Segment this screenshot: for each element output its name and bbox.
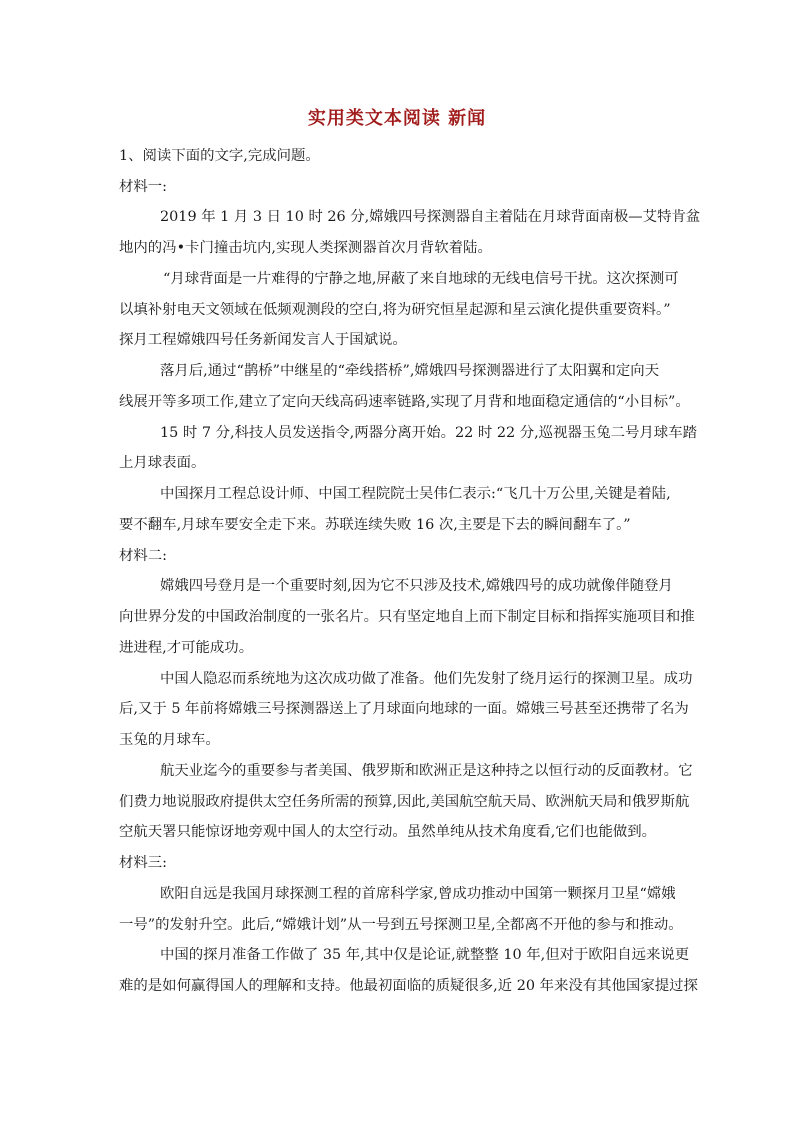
- paragraph-line: 探月工程嫦娥四号任务新闻发言人于国斌说。: [119, 332, 407, 348]
- paragraph-line: 后,又于 5 年前将嫦娥三号探测器送上了月球面向地球的一面。嫦娥三号甚至还携带了名为: [119, 701, 689, 717]
- paragraph-line: 落月后,通过“鹊桥”中继星的“牵线搭桥”,嫦娥四号探测器进行了太阳翼和定向天: [160, 363, 660, 379]
- paragraph-line: 上月球表面。: [119, 455, 206, 471]
- paragraph-line: “月球背面是一片难得的宁静之地,屏蔽了来自地球的无线电信号干扰。这次探测可: [163, 271, 679, 287]
- paragraph-line: 2019 年 1 月 3 日 10 时 26 分,嫦娥四号探测器自主着陆在月球背面南极—艾特肯盆: [160, 209, 701, 225]
- material-1-label: 材料一:: [119, 179, 168, 195]
- paragraph-line: 航天业迄今的重要参与者美国、俄罗斯和欧洲正是这种持之以恒行动的反面教材。它: [160, 763, 693, 779]
- paragraph-line: 们费力地说服政府提供太空任务所需的预算,因此,美国航空航天局、欧洲航天局和俄罗斯航: [119, 794, 690, 810]
- paragraph-line: 以填补射电天文领域在低频观测段的空白,将为研究恒星起源和星云演化提供重要资料。”: [119, 302, 671, 318]
- paragraph-line: 玉兔的月球车。: [119, 732, 220, 748]
- question-intro: 1、阅读下面的文字,完成问题。: [119, 148, 320, 164]
- paragraph-line: 线展开等多项工作,建立了定向天线高码速率链路,实现了月背和地面稳定通信的“小目标”。: [119, 394, 690, 410]
- paragraph-line: 要不翻车,月球车要安全走下来。苏联连续失败 16 次,主要是下去的瞬间翻车了。”: [119, 517, 631, 533]
- paragraph-line: 15 时 7 分,科技人员发送指令,两器分离开始。22 时 22 分,巡视器玉兔二号月球车踏: [160, 425, 697, 441]
- paragraph-line: 中国的探月准备工作做了 35 年,其中仅是论证,就整整 10 年,但对于欧阳自远来说更: [160, 947, 690, 963]
- paragraph-line: 嫦娥四号登月是一个重要时刻,因为它不只涉及技术,嫦娥四号的成功就像伴随登月: [160, 578, 673, 594]
- paragraph-line: 中国人隐忍而系统地为这次成功做了准备。他们先发射了绕月运行的探测卫星。成功: [160, 671, 693, 687]
- paragraph-line: 向世界分发的中国政治制度的一张名片。只有坚定地自上而下制定目标和指挥实施项目和推: [119, 609, 695, 625]
- paragraph-line: 空航天署只能惊讶地旁观中国人的太空行动。虽然单纯从技术角度看,它们也能做到。: [119, 824, 657, 840]
- paragraph-line: 中国探月工程总设计师、中国工程院院士吴伟仁表示:“飞几十万公里,关键是着陆,: [160, 486, 671, 502]
- paragraph-line: 进进程,才可能成功。: [119, 640, 254, 656]
- paragraph-line: 一号”的发射升空。此后,“嫦娥计划”从一号到五号探测卫星,全都离不开他的参与和推动。: [119, 917, 683, 933]
- material-2-label: 材料二:: [119, 548, 168, 564]
- paragraph-line: 欧阳自远是我国月球探测工程的首席科学家,曾成功推动中国第一颗探月卫星“嫦娥: [160, 886, 676, 902]
- page-title: 实用类文本阅读 新闻: [307, 108, 487, 129]
- paragraph-line: 难的是如何赢得国人的理解和支持。他最初面临的质疑很多,近 20 年来没有其他国家提过探: [119, 978, 698, 994]
- material-3-label: 材料三:: [119, 855, 168, 871]
- paragraph-line: 地内的冯•卡门撞击坑内,实现人类探测器首次月背软着陆。: [119, 240, 492, 256]
